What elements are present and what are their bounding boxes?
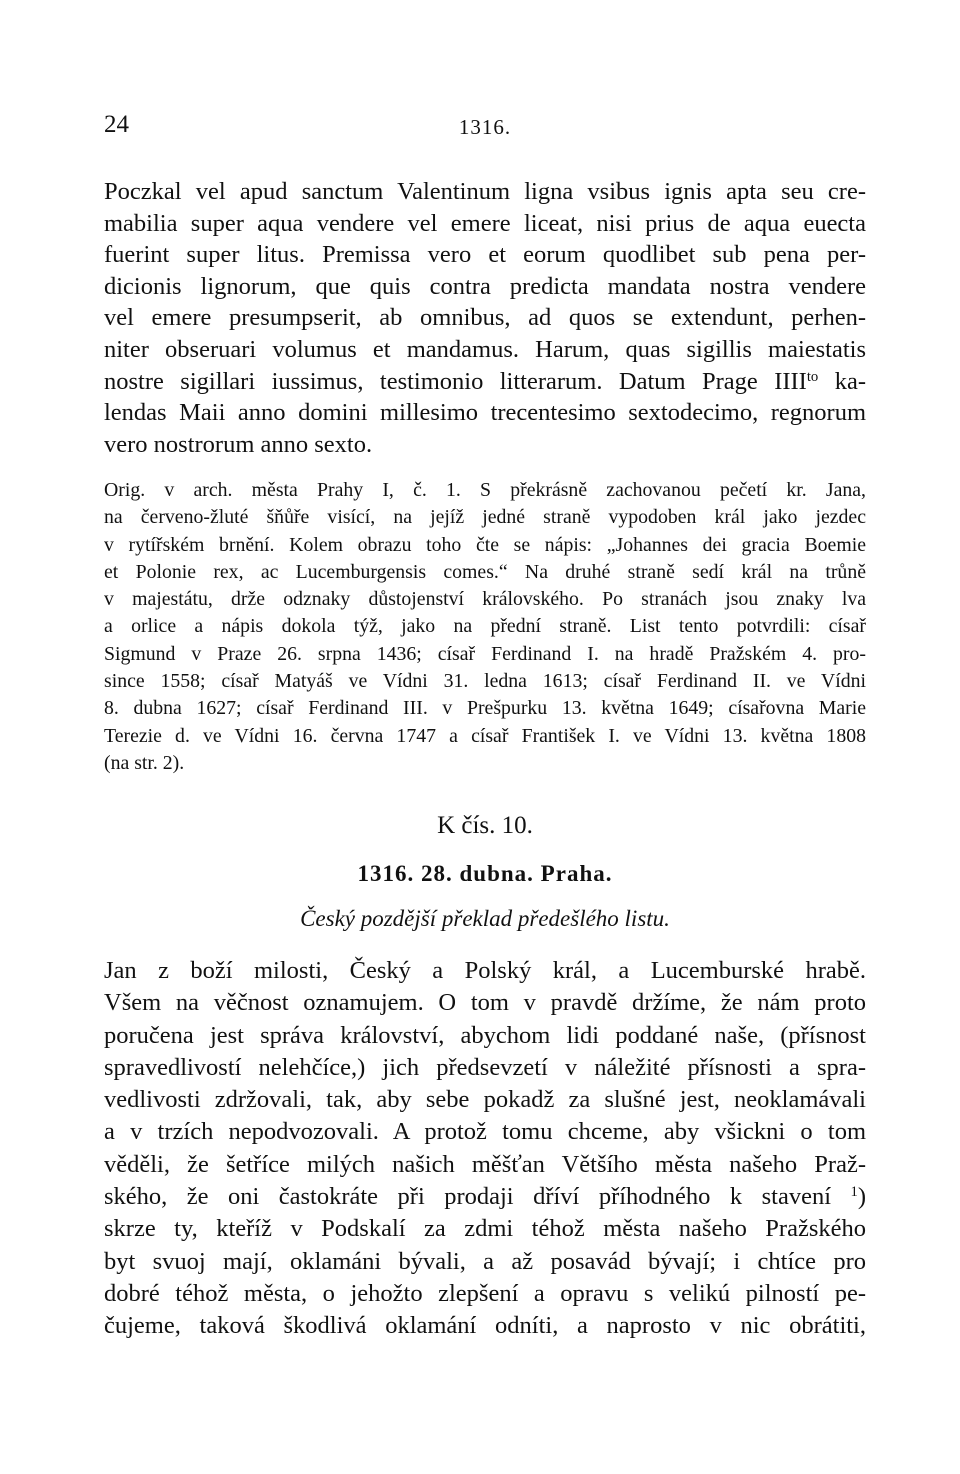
czech-line: dobré téhož města, o jehožto zlepšení a opravu s velikú pilností pe- — [104, 1279, 866, 1307]
czech-line: věděli, že šetříce milých našich měšťan Většího města našeho Praž- — [104, 1150, 866, 1178]
czech-line — [104, 1181, 866, 1213]
note-line: v rytířském brnění. Kolem obrazu toho čte se nápis: „Johannes dei gracia Boemie — [104, 533, 866, 556]
czech-line: Všem na věčnost oznamujem. O tom v pravdě držíme, že nám proto — [104, 989, 866, 1017]
latin-line: dicionis lignorum, que quis contra predicta mandata nostra vendere — [104, 272, 866, 300]
czech-line: čujeme, taková škodlivá oklamání odníti, a naprosto v nic obrátiti, — [104, 1312, 866, 1340]
ordinal-superscript: to — [806, 368, 819, 385]
note-line: v majestátu, drže odznaky důstojenství královského. Po stranách jsou znaky lva — [104, 588, 866, 611]
latin-line-text: nostre sigillari iussimus, testimonio litterarum. Datum Prage IIII — [104, 367, 807, 395]
page-number: 24 — [104, 111, 129, 138]
note-line: (na str. 2). — [104, 751, 185, 774]
czech-line: vedlivosti zdržovali, tak, aby sebe pokadž za slušné jest, neoklamávali — [104, 1086, 866, 1114]
note-line: na červeno-žluté šňůře visící, na jejíž jedné straně vypodoben král jako jezdec — [104, 506, 866, 529]
note-line: Orig. v arch. města Prahy I, č. 1. S překrásně zachovanou pečetí kr. Jana, — [104, 479, 866, 501]
note-line: since 1558; císař Matyáš ve Vídni 31. ledna 1613; císař Ferdinand II. ve Vídni — [104, 670, 866, 693]
latin-line: Poczkal vel apud sanctum Valentinum ligna vsibus ignis apta seu cre- — [104, 178, 866, 205]
section-date-place: 1316. 28. dubna. Praha. — [357, 861, 613, 886]
note-line: Sigmund v Praze 26. srpna 1436; císař Ferdinand I. na hradě Pražském 4. pro- — [104, 642, 866, 665]
latin-line: fuerint super litus. Premissa vero et eorum quodlibet sub pena per- — [104, 241, 866, 269]
czech-line: spravedlivostí nelehčíce,) jich předsevzetí v náležité přísnosti a spra- — [104, 1053, 866, 1081]
note-line: et Polonie rex, ac Lucemburgensis comes.“ Na druhé straně sedí král na trůně — [104, 560, 866, 583]
section-subtitle: Český pozdější překlad předešlého listu. — [300, 906, 670, 931]
czech-line-text: ského, že oni častokráte při prodaji dříví příhodného k stavení — [104, 1183, 832, 1211]
footnote-marker: 1 — [850, 1184, 858, 1200]
latin-line: vero nostrorum anno sexto. — [104, 430, 373, 458]
latin-line: vel emere presumpserit, ab omnibus, ad quos se extendunt, perhen- — [104, 304, 866, 332]
czech-line: byt svuoj mají, oklamáni bývali, a až posavád bývají; i chtíce pro — [104, 1247, 866, 1275]
note-line: a orlice a nápis dokola týž, jako na přední straně. List tento potvrdili: císař — [104, 615, 866, 638]
czech-line: skrze ty, kteříž v Podskalí za zdmi téhož města našeho Pražského — [104, 1215, 866, 1243]
page-header — [104, 111, 866, 147]
archival-note — [104, 477, 866, 777]
latin-line: lendas Maii anno domini millesimo trecentesimo sextodecimo, regnorum — [104, 399, 866, 427]
note-line: 8. dubna 1627; císař Ferdinand III. v Prešpurku 13. května 1649; císařovna Marie — [104, 697, 866, 720]
latin-charter-text — [104, 176, 866, 460]
czech-line: Jan z boží milosti, Český a Polský král, a Lucemburské hrabě. — [104, 957, 866, 984]
running-head-year: 1316. — [458, 115, 512, 139]
latin-line-continuation: ka- — [818, 367, 866, 395]
czech-line: a v trzích nepodvozovali. A protož tomu chceme, aby všickni o tom — [104, 1118, 866, 1146]
czech-translation-text — [104, 955, 866, 1343]
section-number: K čís. 10. — [437, 812, 533, 839]
footnote-marker-paren: ) — [857, 1183, 867, 1211]
latin-line: niter obseruari volumus et mandamus. Harum, quas sigillis maiestatis — [104, 335, 866, 363]
latin-line: mabilia super aqua vendere vel emere liceat, nisi prius de aqua euecta — [104, 209, 866, 237]
czech-line: poručena jest správa království, abychom lidi poddané naše, (přísnost — [104, 1021, 866, 1049]
note-line: Terezie d. ve Vídni 16. června 1747 a císař František I. ve Vídni 13. května 1808 — [104, 724, 866, 747]
latin-line — [104, 366, 866, 398]
